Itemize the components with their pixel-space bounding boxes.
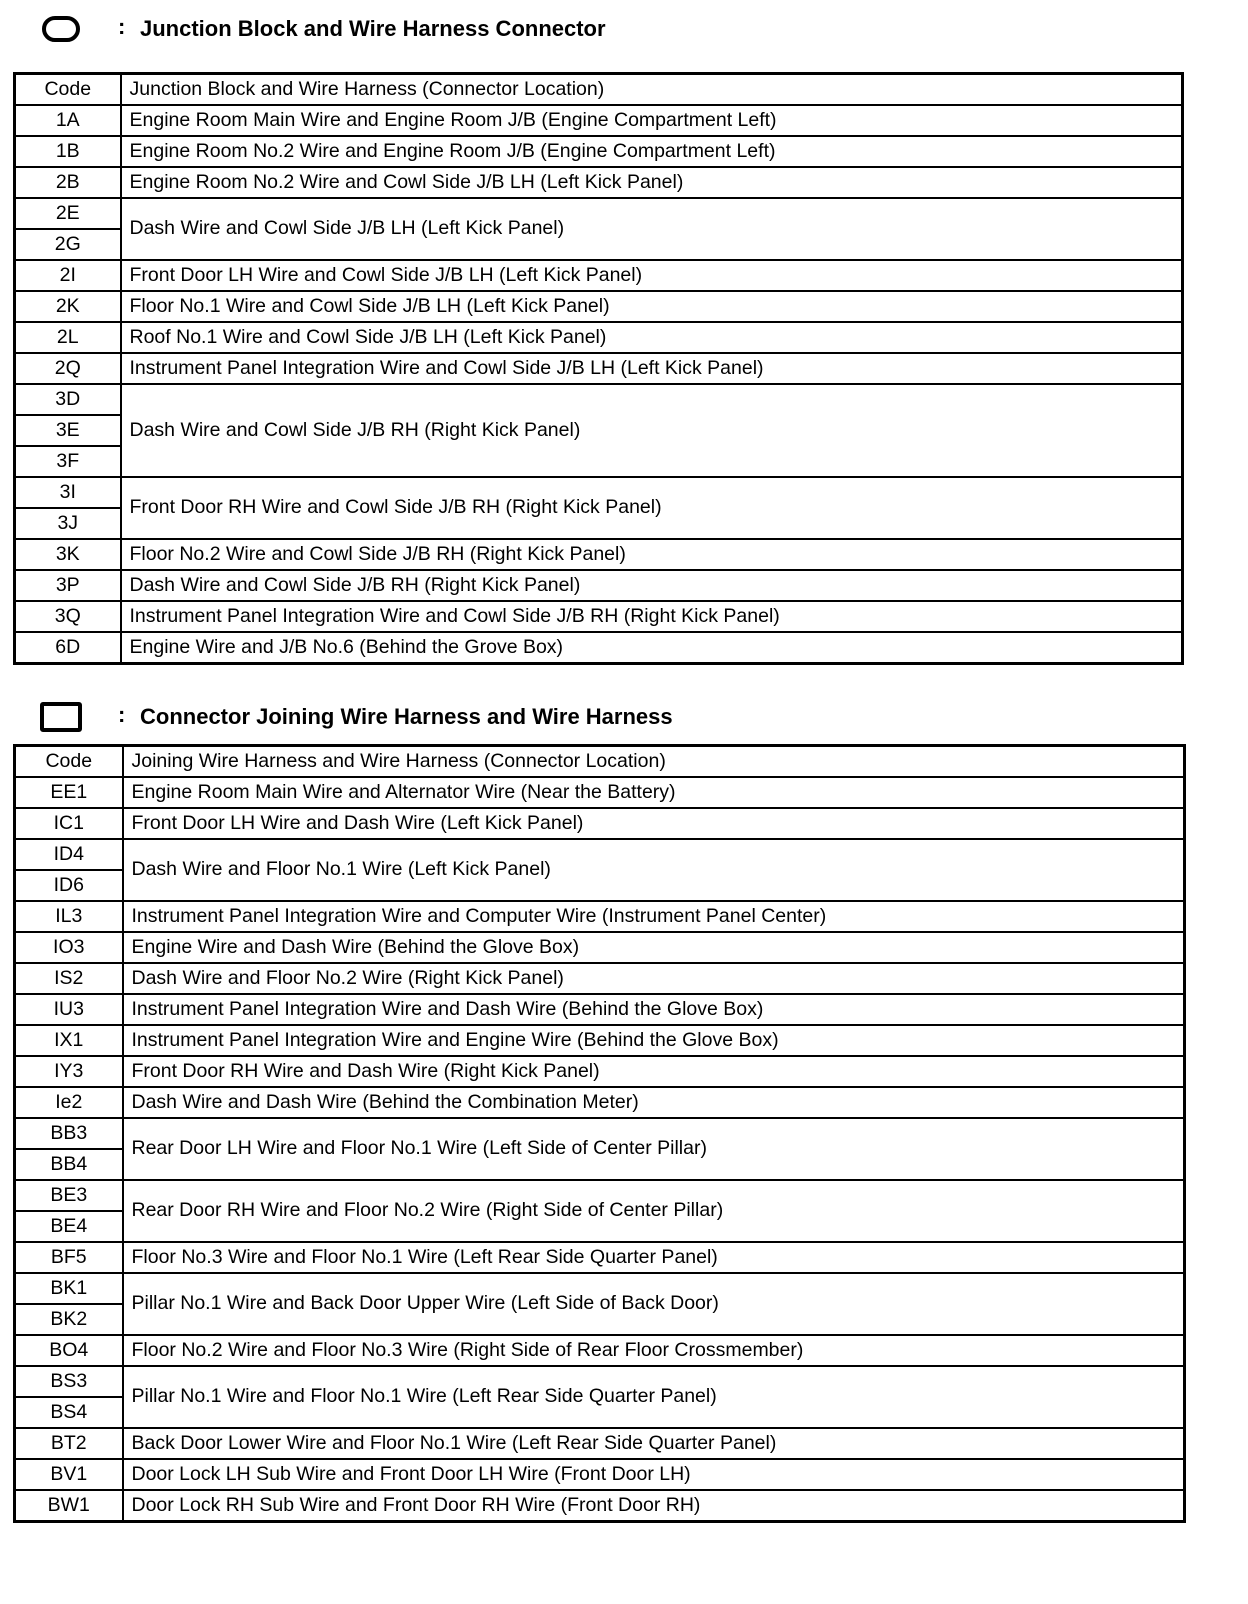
connector-location: Engine Room No.2 Wire and Cowl Side J/B LH (Left Kick Panel): [121, 167, 1183, 198]
connector-code: IX1: [15, 1025, 123, 1056]
connector-code: BT2: [15, 1428, 123, 1459]
table-row: [15, 260, 1183, 291]
connector-code: 3D: [15, 384, 121, 415]
table-row: [15, 291, 1183, 322]
connector-code: 2Q: [15, 353, 121, 384]
table-row: [15, 1180, 1185, 1211]
table-row: [15, 1087, 1185, 1118]
connector-code: 1A: [15, 105, 121, 136]
table-row: [15, 1056, 1185, 1087]
connector-location: Floor No.3 Wire and Floor No.1 Wire (Left Rear Side Quarter Panel): [123, 1242, 1185, 1273]
table-row: [15, 384, 1183, 415]
connector-location: Back Door Lower Wire and Floor No.1 Wire (Left Rear Side Quarter Panel): [123, 1428, 1185, 1459]
connector-location: Engine Room Main Wire and Engine Room J/B (Engine Compartment Left): [121, 105, 1183, 136]
table-row: [15, 198, 1183, 229]
connector-location: Rear Door RH Wire and Floor No.2 Wire (Right Side of Center Pillar): [123, 1180, 1185, 1242]
column-header-description: Joining Wire Harness and Wire Harness (Connector Location): [123, 746, 1185, 778]
connector-code: BE3: [15, 1180, 123, 1211]
connector-location: Floor No.2 Wire and Floor No.3 Wire (Right Side of Rear Floor Crossmember): [123, 1335, 1185, 1366]
connector-code: IU3: [15, 994, 123, 1025]
table-row: [15, 477, 1183, 508]
connector-code: Ie2: [15, 1087, 123, 1118]
table-row: [15, 353, 1183, 384]
rounded-rectangle-icon: [42, 16, 80, 42]
connector-location: Instrument Panel Integration Wire and Dash Wire (Behind the Glove Box): [123, 994, 1185, 1025]
table-row: [15, 963, 1185, 994]
connector-code: IO3: [15, 932, 123, 963]
connector-location: Front Door RH Wire and Cowl Side J/B RH (Right Kick Panel): [121, 477, 1183, 539]
table-row: [15, 167, 1183, 198]
table-row: [15, 777, 1185, 808]
connector-location: Engine Wire and J/B No.6 (Behind the Grove Box): [121, 632, 1183, 664]
section2-title: Connector Joining Wire Harness and Wire Harness: [140, 704, 673, 729]
connector-location: Dash Wire and Floor No.1 Wire (Left Kick Panel): [123, 839, 1185, 901]
table-header-row: [15, 74, 1183, 106]
connector-location: Front Door RH Wire and Dash Wire (Right Kick Panel): [123, 1056, 1185, 1087]
table-row: [15, 570, 1183, 601]
table-header-row: [15, 746, 1185, 778]
column-header-code: Code: [15, 746, 123, 778]
connector-code: 2B: [15, 167, 121, 198]
connector-location: Instrument Panel Integration Wire and Cowl Side J/B LH (Left Kick Panel): [121, 353, 1183, 384]
table-row: [15, 1335, 1185, 1366]
connector-location: Door Lock LH Sub Wire and Front Door LH Wire (Front Door LH): [123, 1459, 1185, 1490]
connector-code: 3I: [15, 477, 121, 508]
connector-code: 1B: [15, 136, 121, 167]
connector-location: Instrument Panel Integration Wire and Computer Wire (Instrument Panel Center): [123, 901, 1185, 932]
table-row: [15, 1428, 1185, 1459]
connector-code: BF5: [15, 1242, 123, 1273]
connector-location: Roof No.1 Wire and Cowl Side J/B LH (Left Kick Panel): [121, 322, 1183, 353]
connector-code: BK2: [15, 1304, 123, 1335]
table-row: [15, 808, 1185, 839]
connector-code: BO4: [15, 1335, 123, 1366]
connector-code: IL3: [15, 901, 123, 932]
connector-code: ID4: [15, 839, 123, 870]
connector-location: Instrument Panel Integration Wire and Cowl Side J/B RH (Right Kick Panel): [121, 601, 1183, 632]
connector-code: EE1: [15, 777, 123, 808]
table-row: [15, 1273, 1185, 1304]
connector-code: 3Q: [15, 601, 121, 632]
connector-location: Floor No.2 Wire and Cowl Side J/B RH (Right Kick Panel): [121, 539, 1183, 570]
connector-location: Pillar No.1 Wire and Floor No.1 Wire (Left Rear Side Quarter Panel): [123, 1366, 1185, 1428]
connector-location: Engine Wire and Dash Wire (Behind the Glove Box): [123, 932, 1185, 963]
connector-code: 2L: [15, 322, 121, 353]
connector-location: Instrument Panel Integration Wire and Engine Wire (Behind the Glove Box): [123, 1025, 1185, 1056]
connector-code: 6D: [15, 632, 121, 664]
table-row: [15, 1025, 1185, 1056]
connector-code: BW1: [15, 1490, 123, 1522]
connector-location: Engine Room Main Wire and Alternator Wire (Near the Battery): [123, 777, 1185, 808]
table-row: [15, 901, 1185, 932]
connector-location: Dash Wire and Cowl Side J/B RH (Right Kick Panel): [121, 384, 1183, 477]
table-row: [15, 1118, 1185, 1149]
connector-location: Rear Door LH Wire and Floor No.1 Wire (Left Side of Center Pillar): [123, 1118, 1185, 1180]
table-row: [15, 932, 1185, 963]
connector-code: 3K: [15, 539, 121, 570]
connector-code: 2E: [15, 198, 121, 229]
connector-location: Floor No.1 Wire and Cowl Side J/B LH (Left Kick Panel): [121, 291, 1183, 322]
section2-colon: :: [118, 702, 126, 727]
table-row: [15, 105, 1183, 136]
connector-code: 2K: [15, 291, 121, 322]
connector-code: 3E: [15, 415, 121, 446]
table-row: [15, 136, 1183, 167]
connector-code: 2I: [15, 260, 121, 291]
table-row: [15, 322, 1183, 353]
connector-location: Dash Wire and Dash Wire (Behind the Combination Meter): [123, 1087, 1185, 1118]
connector-code: IC1: [15, 808, 123, 839]
connector-code: BK1: [15, 1273, 123, 1304]
section1-colon: :: [118, 14, 126, 39]
connector-code: IS2: [15, 963, 123, 994]
table-row: [15, 601, 1183, 632]
table-row: [15, 632, 1183, 664]
connector-code: BS4: [15, 1397, 123, 1428]
connector-location: Pillar No.1 Wire and Back Door Upper Wire (Left Side of Back Door): [123, 1273, 1185, 1335]
table-row: [15, 1366, 1185, 1397]
connector-location: Engine Room No.2 Wire and Engine Room J/B (Engine Compartment Left): [121, 136, 1183, 167]
connector-location: Front Door LH Wire and Cowl Side J/B LH (Left Kick Panel): [121, 260, 1183, 291]
rectangle-icon: [40, 702, 82, 732]
connector-code: ID6: [15, 870, 123, 901]
column-header-description: Junction Block and Wire Harness (Connector Location): [121, 74, 1183, 106]
connector-code: BB4: [15, 1149, 123, 1180]
connector-location: Dash Wire and Floor No.2 Wire (Right Kick Panel): [123, 963, 1185, 994]
connector-joining-table: [13, 744, 1186, 1523]
connector-location: Front Door LH Wire and Dash Wire (Left Kick Panel): [123, 808, 1185, 839]
section1-title: Junction Block and Wire Harness Connector: [140, 16, 606, 41]
junction-block-table: [13, 72, 1184, 665]
table-row: [15, 994, 1185, 1025]
connector-code: IY3: [15, 1056, 123, 1087]
connector-location: Dash Wire and Cowl Side J/B LH (Left Kick Panel): [121, 198, 1183, 260]
table-row: [15, 539, 1183, 570]
connector-code: BV1: [15, 1459, 123, 1490]
connector-code: 3P: [15, 570, 121, 601]
table-row: [15, 1242, 1185, 1273]
connector-code: BE4: [15, 1211, 123, 1242]
connector-code: BS3: [15, 1366, 123, 1397]
table-row: [15, 839, 1185, 870]
column-header-code: Code: [15, 74, 121, 106]
connector-code: 3F: [15, 446, 121, 477]
table-row: [15, 1459, 1185, 1490]
connector-code: BB3: [15, 1118, 123, 1149]
table-row: [15, 1490, 1185, 1522]
connector-code: 2G: [15, 229, 121, 260]
connector-location: Door Lock RH Sub Wire and Front Door RH Wire (Front Door RH): [123, 1490, 1185, 1522]
connector-location: Dash Wire and Cowl Side J/B RH (Right Kick Panel): [121, 570, 1183, 601]
connector-code: 3J: [15, 508, 121, 539]
